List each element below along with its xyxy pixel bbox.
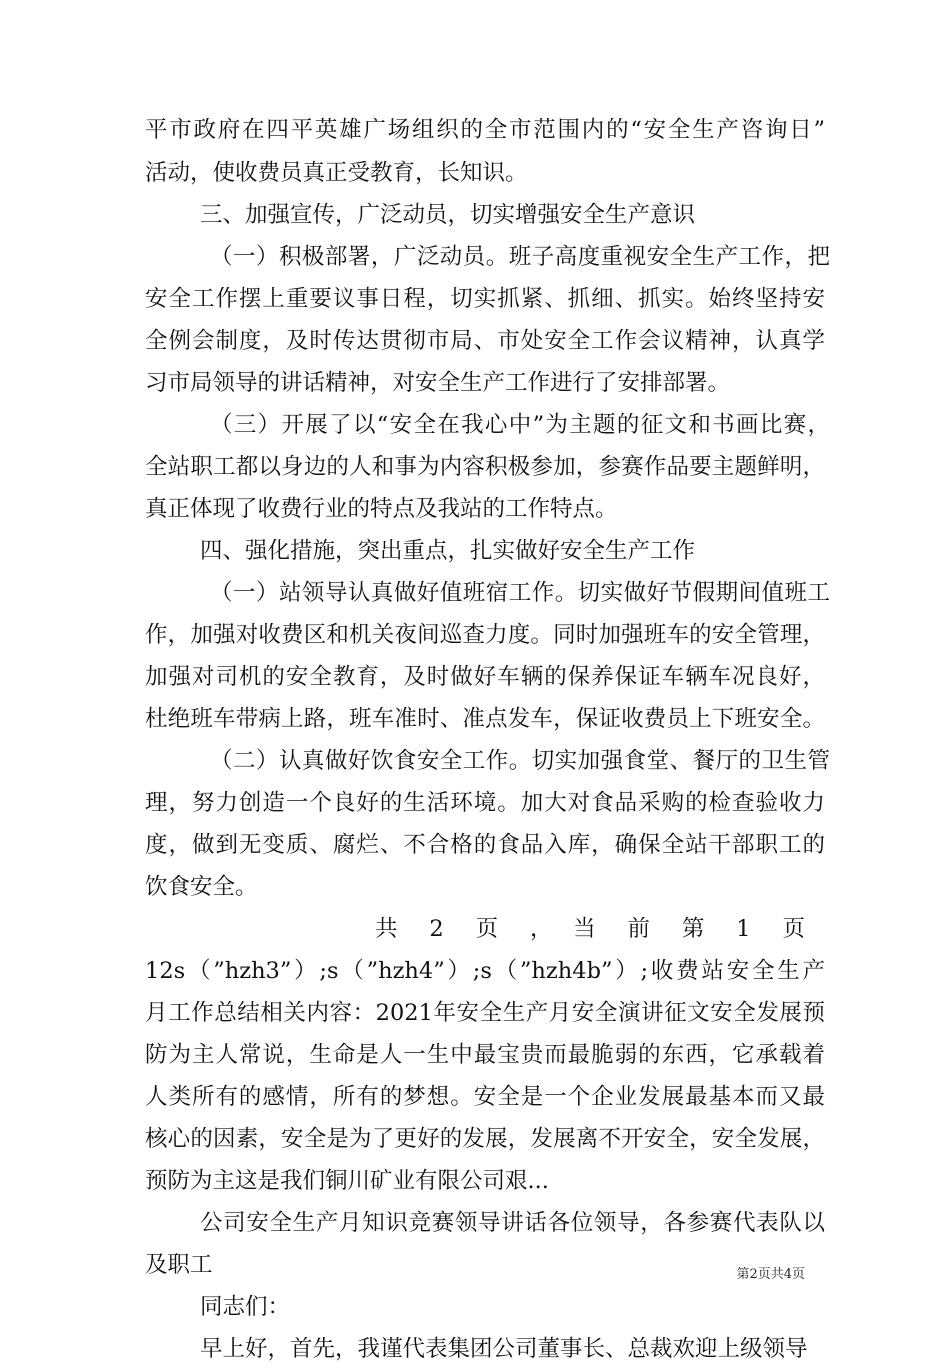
paragraph-line: 全站职工都以身边的人和事为内容积极参加，参赛作品要主题鲜明， — [145, 454, 825, 480]
paragraph-line: 月工作总结相关内容：2021年安全生产月安全演讲征文安全发展预 — [145, 1000, 825, 1026]
paragraph-line: 真正体现了收费行业的特点及我站的工作特点。 — [145, 496, 618, 522]
paragraph-line: 核心的因素，安全是为了更好的发展，发展离不开安全，安全发展， — [145, 1126, 825, 1152]
paragraph-line: 理，努力创造一个良好的生活环境。加大对食品采购的检查验收力 — [145, 790, 825, 816]
paragraph-line: 平市政府在四平英雄广场组织的全市范围内的“安全生产咨询日” — [145, 117, 825, 143]
paragraph-line: （二）认真做好饮食安全工作。切实加强食堂、餐厅的卫生管 — [210, 748, 830, 774]
paragraph-line: （一）积极部署，广泛动员。班子高度重视安全生产工作，把 — [210, 244, 830, 270]
paragraph-line: 早上好，首先，我谨代表集团公司董事长、总裁欢迎上级领导 — [200, 1336, 808, 1362]
paragraph-line: 公司安全生产月知识竞赛领导讲话各位领导，各参赛代表队以 — [200, 1210, 825, 1236]
paragraph-line: 作，加强对收费区和机关夜间巡查力度。同时加强班车的安全管理， — [145, 622, 825, 648]
paragraph-line: 及职工 — [145, 1252, 213, 1278]
paragraph-line: 度，做到无变质、腐烂、不合格的食品入库，确保全站干部职工的 — [145, 832, 825, 858]
paragraph-line: （一）站领导认真做好值班宿工作。切实做好节假期间值班工 — [210, 580, 830, 606]
paragraph-line: 预防为主这是我们铜川矿业有限公司艰... — [145, 1168, 549, 1194]
section-heading: 三、加强宣传，广泛动员，切实增强安全生产意识 — [200, 202, 696, 228]
paragraph-line: 防为主人常说，生命是人一生中最宝贵而最脆弱的东西，它承载着 — [145, 1042, 825, 1068]
paragraph-line: 饮食安全。 — [145, 874, 258, 900]
section-heading: 四、强化措施，突出重点，扎实做好安全生产工作 — [200, 538, 696, 564]
paragraph-line: 活动，使收费员真正受教育，长知识。 — [145, 160, 528, 186]
page-footer: 第2页共4页 — [736, 1267, 805, 1282]
paragraph-line: （三）开展了以“安全在我心中”为主题的征文和书画比赛， — [210, 412, 830, 438]
paragraph-line: 杜绝班车带病上路，班车准时、准点发车，保证收费员上下班安全。 — [145, 706, 825, 732]
paragraph-line: 12s（”hzh3”）;s（”hzh4”）;s（”hzh4b”）;收费站安全生产 — [145, 958, 825, 984]
paragraph-line: 安全工作摆上重要议事日程，切实抓紧、抓细、抓实。始终坚持安 — [145, 286, 825, 312]
page-count-text: 共 2 页 ， 当 前 第 1 页 — [375, 916, 805, 942]
paragraph-line: 习市局领导的讲话精神，对安全生产工作进行了安排部署。 — [145, 370, 731, 396]
salutation: 同志们： — [200, 1294, 291, 1320]
paragraph-line: 全例会制度，及时传达贯彻市局、市处安全工作会议精神，认真学 — [145, 328, 825, 354]
paragraph-line: 加强对司机的安全教育，及时做好车辆的保养保证车辆车况良好， — [145, 664, 825, 690]
paragraph-line: 人类所有的感情，所有的梦想。安全是一个企业发展最基本而又最 — [145, 1084, 825, 1110]
